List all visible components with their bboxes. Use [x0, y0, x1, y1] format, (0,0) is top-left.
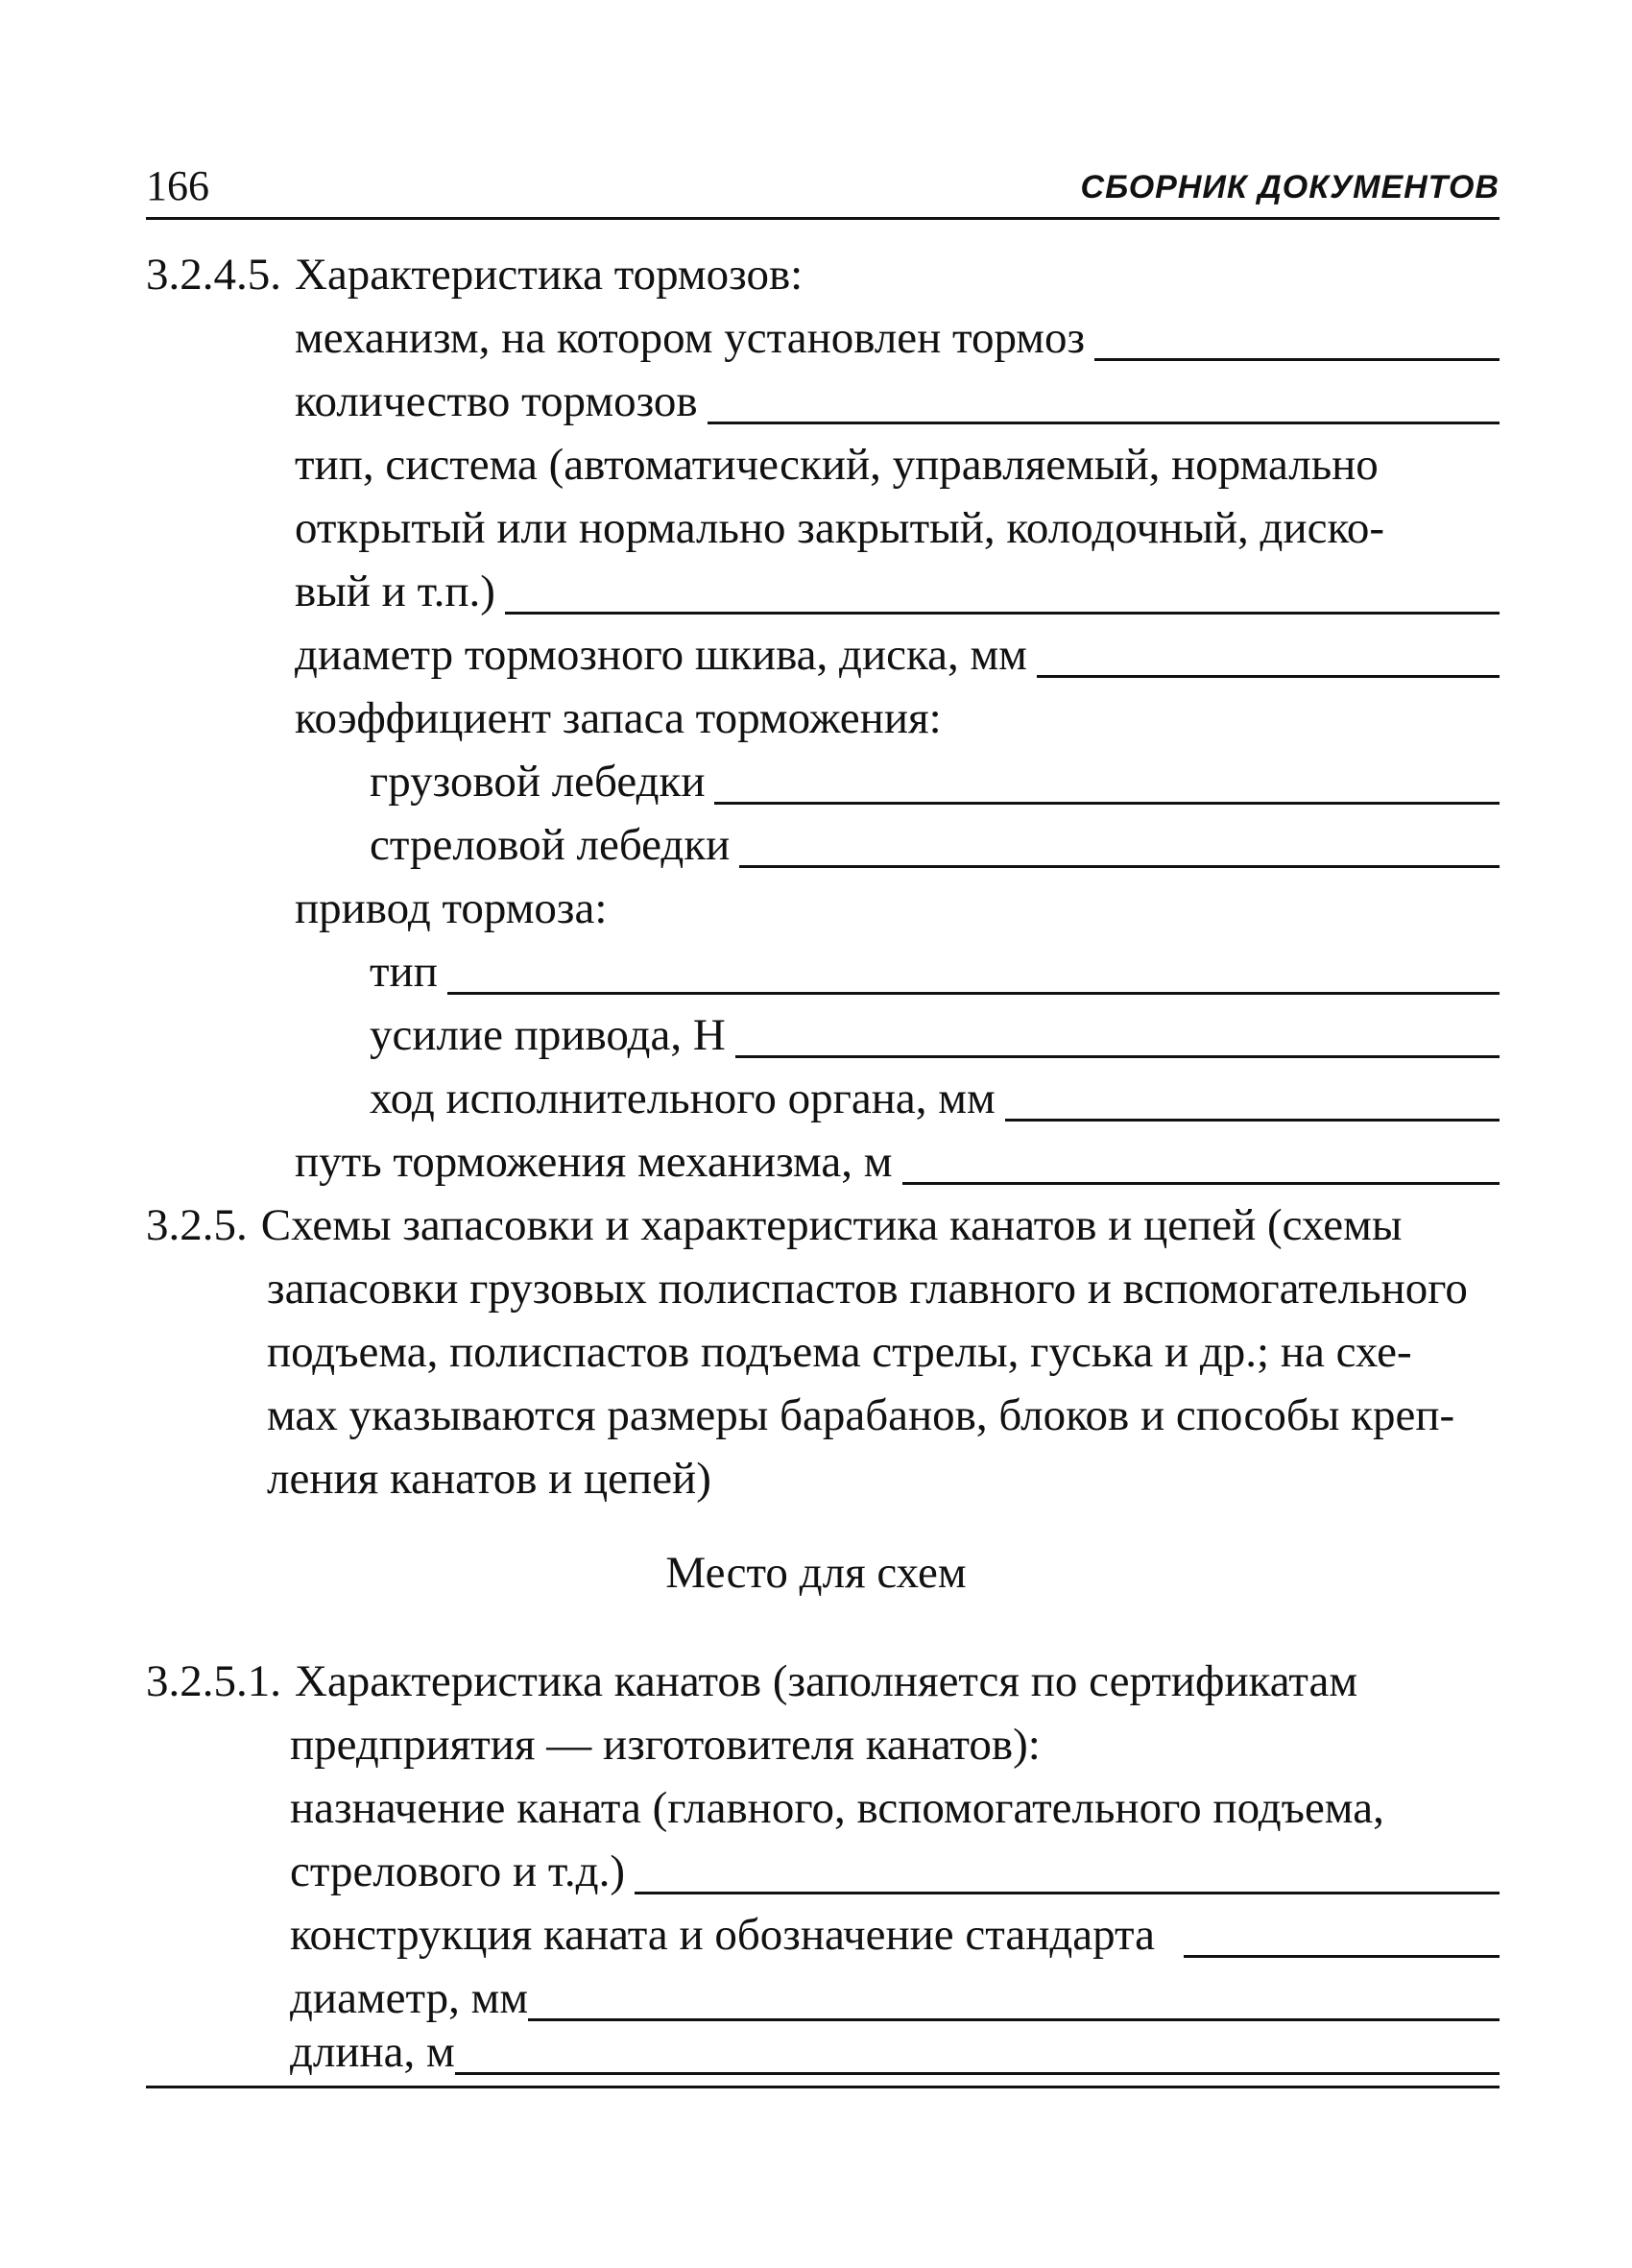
field-label: путь торможения механизма, м	[295, 1137, 893, 1187]
section-title: Характеристика канатов (заполняется по сертификатам	[295, 1656, 1358, 1706]
field-coef-boom	[370, 810, 1500, 874]
fill-in-blank[interactable]	[455, 2072, 1500, 2075]
field-label: длина, м	[290, 2027, 455, 2077]
field-label: назначение каната (главного, вспомогательного подъема,	[290, 1783, 1384, 1833]
schemes-placeholder: Место для схем	[665, 1548, 967, 1598]
fill-in-blank[interactable]	[739, 865, 1500, 868]
section-schemes-line1	[146, 1191, 1500, 1254]
bottom-rule	[146, 2086, 1500, 2088]
field-label: стрелового и т.д.)	[290, 1846, 625, 1896]
fill-in-blank[interactable]	[735, 1055, 1500, 1058]
section-number: 3.2.5.1.	[146, 1656, 281, 1706]
field-brake-count	[295, 367, 1500, 430]
field-coef-heading	[295, 684, 1500, 747]
page-header	[146, 156, 1500, 220]
field-label: диаметр, мм	[290, 1973, 529, 2023]
fill-in-blank[interactable]	[447, 992, 1500, 995]
section-schemes-line2	[267, 1254, 1500, 1317]
field-brake-type	[295, 557, 1500, 620]
section-text: подъема, полиспастов подъема стрелы, гуська и др.; на схе-	[267, 1327, 1412, 1377]
field-brake-mechanism	[295, 303, 1500, 367]
page-number: 166	[146, 162, 209, 209]
field-label: вый и т.п.)	[295, 567, 495, 616]
field-label: усилие привода, Н	[370, 1010, 726, 1060]
section-text: ления канатов и цепей)	[267, 1454, 711, 1504]
field-rope-length	[290, 2017, 1500, 2081]
field-brake-type-line2	[295, 494, 1500, 557]
field-braking-path	[295, 1127, 1500, 1191]
fill-in-blank[interactable]	[635, 1892, 1500, 1894]
section-title: Характеристика тормозов:	[295, 250, 804, 300]
section-brakes-heading	[146, 240, 1500, 303]
running-title: СБОРНИК ДОКУМЕНТОВ	[1080, 169, 1500, 205]
fill-in-blank[interactable]	[1005, 1119, 1500, 1122]
field-coef-cargo	[370, 747, 1500, 810]
fill-in-blank[interactable]	[902, 1182, 1500, 1185]
field-label: открытый или нормально закрытый, колодочный, диско-	[295, 503, 1385, 553]
section-text: Схемы запасовки и характеристика канатов и цепей (схемы	[260, 1200, 1403, 1250]
field-drive-heading	[295, 874, 1500, 937]
section-number: 3.2.4.5.	[146, 250, 281, 300]
fill-in-blank[interactable]	[708, 422, 1500, 424]
section-title: предприятия — изготовителя канатов):	[290, 1720, 1041, 1770]
field-rope-purpose-line1	[290, 1773, 1500, 1837]
field-drive-force	[370, 1001, 1500, 1064]
field-label: тип, система (автоматический, управляемый, нормально	[295, 440, 1379, 490]
field-label: тип	[370, 947, 438, 997]
field-drive-type	[370, 937, 1500, 1001]
section-schemes-line5	[267, 1444, 1500, 1508]
section-number: 3.2.5.	[146, 1200, 248, 1250]
field-brake-diameter	[295, 620, 1500, 684]
field-label: коэффициент запаса торможения:	[295, 693, 942, 743]
field-label: количество тормозов	[295, 376, 698, 426]
field-rope-construction	[290, 1900, 1500, 1964]
field-brake-type-line1	[295, 430, 1500, 494]
section-schemes-line3	[267, 1317, 1500, 1381]
section-ropes-heading	[146, 1647, 1500, 1710]
section-text: мах указываются размеры барабанов, блоков и способы креп-	[267, 1390, 1455, 1440]
field-label: ход исполнительного органа, мм	[370, 1074, 996, 1123]
field-label: грузовой лебедки	[370, 757, 706, 807]
field-label: стреловой лебедки	[370, 820, 731, 870]
fill-in-blank[interactable]	[1094, 358, 1500, 361]
field-rope-purpose	[290, 1837, 1500, 1900]
field-label: диаметр тормозного шкива, диска, мм	[295, 630, 1027, 680]
fill-in-blank[interactable]	[1037, 675, 1500, 678]
field-label: привод тормоза:	[295, 883, 608, 933]
section-text: запасовки грузовых полиспастов главного и вспомогательного	[267, 1264, 1468, 1314]
field-label: механизм, на котором установлен тормоз	[295, 313, 1086, 363]
fill-in-blank[interactable]	[714, 802, 1500, 805]
section-ropes-heading-line2	[290, 1710, 1500, 1773]
fill-in-blank[interactable]	[1184, 1955, 1500, 1958]
field-drive-stroke	[370, 1064, 1500, 1127]
field-label: конструкция каната и обозначение стандарта	[290, 1910, 1156, 1960]
section-schemes-line4	[267, 1381, 1500, 1444]
fill-in-blank[interactable]	[505, 612, 1500, 615]
